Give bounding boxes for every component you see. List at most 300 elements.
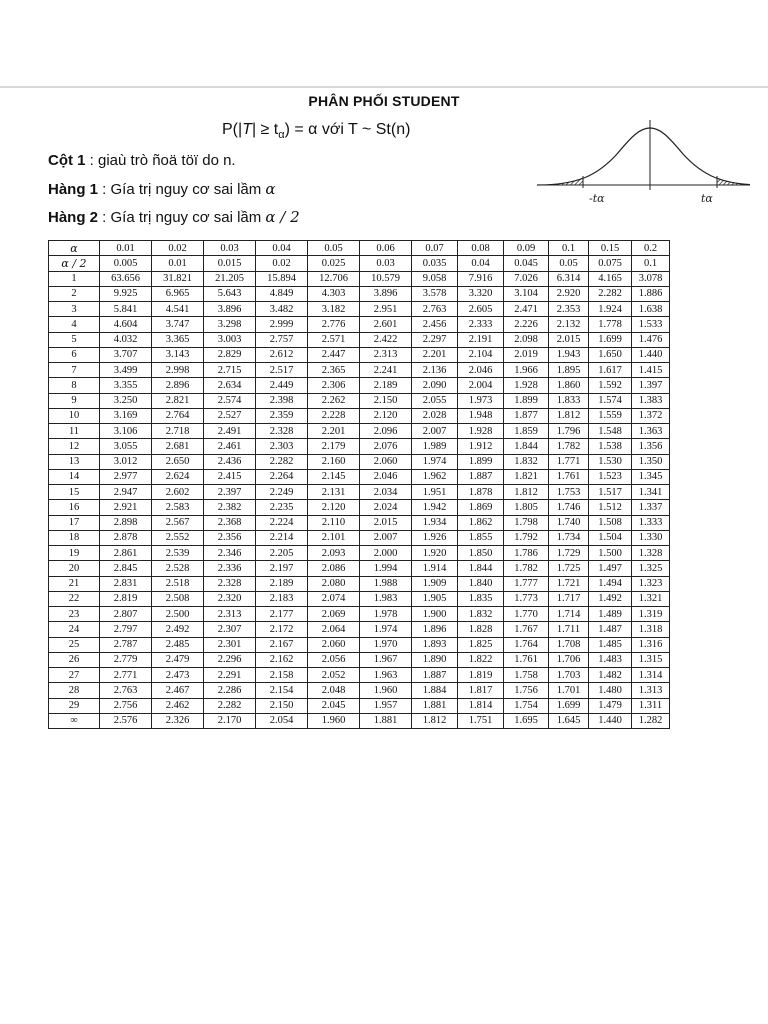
critical-value-cell: 2.447: [308, 347, 360, 362]
critical-value-cell: 2.291: [204, 668, 256, 683]
critical-value-cell: 1.508: [589, 515, 632, 530]
critical-value-cell: 2.977: [100, 469, 152, 484]
critical-value-cell: 2.197: [256, 561, 308, 576]
critical-value-cell: 2.320: [204, 591, 256, 606]
table-row: [49, 500, 670, 515]
critical-value-cell: 1.859: [504, 424, 549, 439]
critical-value-cell: 1.330: [632, 530, 670, 545]
alpha-cell: 0.08: [458, 241, 504, 256]
desc-text-1: : giaù trò ñoä töï do n.: [85, 152, 236, 169]
critical-value-cell: 2.763: [412, 302, 458, 317]
critical-value-cell: 1.928: [504, 378, 549, 393]
critical-value-cell: 1.363: [632, 424, 670, 439]
critical-value-cell: 2.356: [204, 530, 256, 545]
table-row: [49, 332, 670, 347]
critical-value-cell: 5.841: [100, 302, 152, 317]
critical-value-cell: 2.353: [549, 302, 589, 317]
critical-value-cell: 1.494: [589, 576, 632, 591]
critical-value-cell: 1.812: [412, 713, 458, 728]
critical-value-cell: 1.994: [360, 561, 412, 576]
critical-value-cell: 1.869: [458, 500, 504, 515]
critical-value-cell: 4.165: [589, 271, 632, 286]
critical-value-cell: 1.756: [504, 683, 549, 698]
critical-value-cell: 2.456: [412, 317, 458, 332]
table-row: [49, 424, 670, 439]
desc-line-3: [48, 208, 300, 226]
critical-value-cell: 2.567: [152, 515, 204, 530]
critical-value-cell: 2.539: [152, 546, 204, 561]
critical-value-cell: 2.189: [360, 378, 412, 393]
critical-value-cell: 1.893: [412, 637, 458, 652]
critical-value-cell: 1.699: [589, 332, 632, 347]
critical-value-cell: 2.359: [256, 408, 308, 423]
critical-value-cell: 1.805: [504, 500, 549, 515]
critical-value-cell: 4.032: [100, 332, 152, 347]
critical-value-cell: 2.829: [204, 347, 256, 362]
critical-value-cell: 1.708: [549, 637, 589, 652]
critical-value-cell: 2.878: [100, 530, 152, 545]
critical-value-cell: 2.090: [412, 378, 458, 393]
critical-value-cell: 1.345: [632, 469, 670, 484]
bell-curve: [537, 128, 750, 185]
alpha-cell: 0.04: [256, 241, 308, 256]
critical-value-cell: 2.150: [256, 698, 308, 713]
critical-value-cell: 2.333: [458, 317, 504, 332]
table-row: [49, 637, 670, 652]
alpha-cell: 0.01: [100, 241, 152, 256]
critical-value-cell: 1.890: [412, 652, 458, 667]
critical-value-cell: 2.681: [152, 439, 204, 454]
degrees-of-freedom-cell: ∞: [49, 713, 100, 728]
critical-value-cell: 2.046: [360, 469, 412, 484]
critical-value-cell: 2.718: [152, 424, 204, 439]
critical-value-cell: 1.895: [549, 363, 589, 378]
critical-value-cell: 2.485: [152, 637, 204, 652]
critical-value-cell: 1.773: [504, 591, 549, 606]
critical-value-cell: 5.643: [204, 286, 256, 301]
critical-value-cell: 2.160: [308, 454, 360, 469]
alpha-cell: 0.03: [204, 241, 256, 256]
desc-key-3: Hàng 2: [48, 209, 99, 226]
degrees-of-freedom-cell: 17: [49, 515, 100, 530]
critical-value-cell: 2.076: [360, 439, 412, 454]
half-alpha-cell: 0.075: [589, 256, 632, 271]
critical-value-cell: 1.951: [412, 485, 458, 500]
critical-value-cell: 2.807: [100, 607, 152, 622]
critical-value-cell: 1.909: [412, 576, 458, 591]
critical-value-cell: 2.951: [360, 302, 412, 317]
critical-value-cell: 15.894: [256, 271, 308, 286]
critical-value-cell: 1.695: [504, 713, 549, 728]
critical-value-cell: 2.120: [308, 500, 360, 515]
critical-value-cell: 9.925: [100, 286, 152, 301]
critical-value-cell: 1.487: [589, 622, 632, 637]
critical-value-cell: 1.761: [549, 469, 589, 484]
critical-value-cell: 1.711: [549, 622, 589, 637]
top-divider: [0, 86, 768, 88]
critical-value-cell: 2.177: [256, 607, 308, 622]
table-row: [49, 408, 670, 423]
degrees-of-freedom-cell: 13: [49, 454, 100, 469]
critical-value-cell: 1.900: [412, 607, 458, 622]
critical-value-cell: 2.422: [360, 332, 412, 347]
critical-value-cell: 2.162: [256, 652, 308, 667]
degrees-of-freedom-cell: 3: [49, 302, 100, 317]
critical-value-cell: 2.764: [152, 408, 204, 423]
critical-value-cell: 2.763: [100, 683, 152, 698]
critical-value-cell: 1.782: [549, 439, 589, 454]
critical-value-cell: 1.905: [412, 591, 458, 606]
critical-value-cell: 1.321: [632, 591, 670, 606]
critical-value-cell: 1.973: [458, 393, 504, 408]
table-row: [49, 546, 670, 561]
critical-value-cell: 1.533: [632, 317, 670, 332]
critical-value-cell: 1.912: [458, 439, 504, 454]
critical-value-cell: 1.717: [549, 591, 589, 606]
critical-value-cell: 1.701: [549, 683, 589, 698]
critical-value-cell: 2.634: [204, 378, 256, 393]
critical-value-cell: 3.482: [256, 302, 308, 317]
critical-value-cell: 2.179: [308, 439, 360, 454]
critical-value-cell: 3.896: [360, 286, 412, 301]
table-row: [49, 576, 670, 591]
critical-value-cell: 2.624: [152, 469, 204, 484]
critical-value-cell: 1.483: [589, 652, 632, 667]
alpha-cell: 0.2: [632, 241, 670, 256]
critical-value-cell: 2.301: [204, 637, 256, 652]
table-row: [49, 607, 670, 622]
degrees-of-freedom-cell: 18: [49, 530, 100, 545]
critical-value-cell: 2.228: [308, 408, 360, 423]
critical-value-cell: 21.205: [204, 271, 256, 286]
critical-value-cell: 1.825: [458, 637, 504, 652]
critical-value-cell: 2.226: [504, 317, 549, 332]
critical-value-cell: 1.860: [549, 378, 589, 393]
critical-value-cell: 1.887: [412, 668, 458, 683]
critical-value-cell: 1.328: [632, 546, 670, 561]
critical-value-cell: 6.314: [549, 271, 589, 286]
critical-value-cell: 1.746: [549, 500, 589, 515]
critical-value-cell: 1.770: [504, 607, 549, 622]
critical-value-cell: 2.303: [256, 439, 308, 454]
degrees-of-freedom-cell: 12: [49, 439, 100, 454]
critical-value-cell: 1.397: [632, 378, 670, 393]
critical-value-cell: 1.821: [504, 469, 549, 484]
critical-value-cell: 2.415: [204, 469, 256, 484]
critical-value-cell: 1.318: [632, 622, 670, 637]
critical-value-cell: 1.942: [412, 500, 458, 515]
half-alpha-cell: 0.025: [308, 256, 360, 271]
critical-value-cell: 2.461: [204, 439, 256, 454]
degrees-of-freedom-cell: 15: [49, 485, 100, 500]
critical-value-cell: 2.052: [308, 668, 360, 683]
critical-value-cell: 1.828: [458, 622, 504, 637]
critical-value-cell: 1.887: [458, 469, 504, 484]
critical-value-cell: 2.518: [152, 576, 204, 591]
critical-value-cell: 2.282: [204, 698, 256, 713]
critical-value-cell: 2.101: [308, 530, 360, 545]
critical-value-cell: 2.060: [360, 454, 412, 469]
critical-value-cell: 4.604: [100, 317, 152, 332]
critical-value-cell: 3.104: [504, 286, 549, 301]
critical-value-cell: 1.850: [458, 546, 504, 561]
critical-value-cell: 2.602: [152, 485, 204, 500]
table-row: [49, 454, 670, 469]
critical-value-cell: 1.855: [458, 530, 504, 545]
alpha-cell: 0.05: [308, 241, 360, 256]
critical-value-cell: 2.462: [152, 698, 204, 713]
critical-value-cell: 2.612: [256, 347, 308, 362]
critical-value-cell: 2.150: [360, 393, 412, 408]
critical-value-cell: 1.777: [504, 576, 549, 591]
critical-value-cell: 1.350: [632, 454, 670, 469]
table-row: [49, 286, 670, 301]
desc-symbol-2: α: [265, 180, 276, 198]
degrees-of-freedom-cell: 27: [49, 668, 100, 683]
degrees-of-freedom-cell: 9: [49, 393, 100, 408]
table-row: [49, 668, 670, 683]
critical-value-cell: 2.491: [204, 424, 256, 439]
critical-value-cell: 2.715: [204, 363, 256, 378]
formula-subscript: α: [278, 129, 285, 142]
critical-value-cell: 1.383: [632, 393, 670, 408]
degrees-of-freedom-cell: 6: [49, 347, 100, 362]
critical-value-cell: 1.559: [589, 408, 632, 423]
critical-value-cell: 1.311: [632, 698, 670, 713]
critical-value-cell: 3.182: [308, 302, 360, 317]
table-row: [49, 302, 670, 317]
critical-value-cell: 1.725: [549, 561, 589, 576]
critical-value-cell: 4.849: [256, 286, 308, 301]
half-alpha-cell: 0.02: [256, 256, 308, 271]
critical-value-cell: 2.086: [308, 561, 360, 576]
critical-value-cell: 2.605: [458, 302, 504, 317]
table-row: [49, 515, 670, 530]
critical-value-cell: 2.034: [360, 485, 412, 500]
page-title: PHÂN PHỐI STUDENT: [308, 93, 460, 109]
critical-value-cell: 1.792: [504, 530, 549, 545]
table-row: [49, 363, 670, 378]
critical-value-cell: 2.060: [308, 637, 360, 652]
critical-value-cell: 1.282: [632, 713, 670, 728]
critical-value-cell: 2.896: [152, 378, 204, 393]
half-alpha-cell: 0.04: [458, 256, 504, 271]
critical-value-cell: 1.706: [549, 652, 589, 667]
critical-value-cell: 1.960: [360, 683, 412, 698]
critical-value-cell: 2.048: [308, 683, 360, 698]
critical-value-cell: 1.840: [458, 576, 504, 591]
critical-value-cell: 1.638: [632, 302, 670, 317]
table-row: [49, 439, 670, 454]
critical-value-cell: 2.154: [256, 683, 308, 698]
critical-value-cell: 2.508: [152, 591, 204, 606]
critical-value-cell: 1.822: [458, 652, 504, 667]
critical-value-cell: 1.356: [632, 439, 670, 454]
critical-value-cell: 3.298: [204, 317, 256, 332]
critical-value-cell: 2.998: [152, 363, 204, 378]
alpha-cell: 0.1: [549, 241, 589, 256]
critical-value-cell: 2.131: [308, 485, 360, 500]
critical-value-cell: 2.110: [308, 515, 360, 530]
critical-value-cell: 1.372: [632, 408, 670, 423]
critical-value-cell: 2.920: [549, 286, 589, 301]
critical-value-cell: 1.948: [458, 408, 504, 423]
critical-value-cell: 2.921: [100, 500, 152, 515]
degrees-of-freedom-cell: 26: [49, 652, 100, 667]
critical-value-cell: 2.947: [100, 485, 152, 500]
critical-value-cell: 2.158: [256, 668, 308, 683]
critical-value-cell: 1.645: [549, 713, 589, 728]
critical-value-cell: 2.336: [204, 561, 256, 576]
critical-value-cell: 1.650: [589, 347, 632, 362]
critical-value-cell: 1.978: [360, 607, 412, 622]
critical-value-cell: 12.706: [308, 271, 360, 286]
critical-value-cell: 2.191: [458, 332, 504, 347]
critical-value-cell: 3.707: [100, 347, 152, 362]
critical-value-cell: 2.249: [256, 485, 308, 500]
critical-value-cell: 1.485: [589, 637, 632, 652]
degrees-of-freedom-cell: 20: [49, 561, 100, 576]
critical-value-cell: 1.315: [632, 652, 670, 667]
degrees-of-freedom-cell: 29: [49, 698, 100, 713]
half-alpha-cell: 0.1: [632, 256, 670, 271]
critical-value-cell: 1.957: [360, 698, 412, 713]
critical-value-cell: 2.235: [256, 500, 308, 515]
formula-T: T: [242, 121, 252, 138]
critical-value-cell: 2.831: [100, 576, 152, 591]
critical-value-cell: 2.307: [204, 622, 256, 637]
critical-value-cell: 1.896: [412, 622, 458, 637]
critical-value-cell: 1.699: [549, 698, 589, 713]
critical-value-cell: 3.169: [100, 408, 152, 423]
table-row: [49, 713, 670, 728]
critical-value-cell: 31.821: [152, 271, 204, 286]
critical-value-cell: 2.167: [256, 637, 308, 652]
table-row: [49, 561, 670, 576]
critical-value-cell: 2.492: [152, 622, 204, 637]
critical-value-cell: 2.224: [256, 515, 308, 530]
critical-value-cell: 1.492: [589, 591, 632, 606]
table-row: [49, 393, 670, 408]
degrees-of-freedom-cell: 5: [49, 332, 100, 347]
degrees-of-freedom-cell: 19: [49, 546, 100, 561]
critical-value-cell: 1.881: [360, 713, 412, 728]
critical-value-cell: 2.382: [204, 500, 256, 515]
critical-value-cell: 2.189: [256, 576, 308, 591]
critical-value-cell: 3.250: [100, 393, 152, 408]
degrees-of-freedom-cell: 2: [49, 286, 100, 301]
critical-value-cell: 2.346: [204, 546, 256, 561]
critical-value-cell: 2.098: [504, 332, 549, 347]
critical-value-cell: 7.026: [504, 271, 549, 286]
table-row: [49, 347, 670, 362]
table-row: [49, 485, 670, 500]
critical-value-cell: 1.729: [549, 546, 589, 561]
critical-value-cell: 3.143: [152, 347, 204, 362]
critical-value-cell: 2.074: [308, 591, 360, 606]
table-row: [49, 591, 670, 606]
degrees-of-freedom-cell: 8: [49, 378, 100, 393]
critical-value-cell: 1.489: [589, 607, 632, 622]
critical-value-cell: 3.355: [100, 378, 152, 393]
half-alpha-row: [49, 256, 670, 271]
critical-value-cell: 1.899: [458, 454, 504, 469]
critical-value-cell: 1.751: [458, 713, 504, 728]
critical-value-cell: 2.845: [100, 561, 152, 576]
table-row: [49, 652, 670, 667]
critical-value-cell: 2.183: [256, 591, 308, 606]
table-row: [49, 698, 670, 713]
critical-value-cell: 1.740: [549, 515, 589, 530]
critical-value-cell: 1.960: [308, 713, 360, 728]
critical-value-cell: 2.479: [152, 652, 204, 667]
critical-value-cell: 2.007: [360, 530, 412, 545]
critical-value-cell: 1.337: [632, 500, 670, 515]
critical-value-cell: 1.966: [504, 363, 549, 378]
critical-value-cell: 2.046: [458, 363, 504, 378]
critical-value-cell: 3.078: [632, 271, 670, 286]
critical-value-cell: 2.313: [360, 347, 412, 362]
desc-key-2: Hàng 1: [48, 181, 99, 198]
critical-value-cell: 1.812: [504, 485, 549, 500]
critical-value-cell: 2.297: [412, 332, 458, 347]
critical-value-cell: 2.296: [204, 652, 256, 667]
critical-value-cell: 3.365: [152, 332, 204, 347]
critical-value-cell: 2.528: [152, 561, 204, 576]
degrees-of-freedom-cell: 21: [49, 576, 100, 591]
critical-value-cell: 1.928: [458, 424, 504, 439]
degrees-of-freedom-cell: 28: [49, 683, 100, 698]
critical-value-cell: 2.241: [360, 363, 412, 378]
degrees-of-freedom-cell: 4: [49, 317, 100, 332]
critical-value-cell: 2.019: [504, 347, 549, 362]
critical-value-cell: 1.617: [589, 363, 632, 378]
critical-value-cell: 1.497: [589, 561, 632, 576]
critical-value-cell: 1.703: [549, 668, 589, 683]
critical-value-cell: 2.756: [100, 698, 152, 713]
critical-value-cell: 2.527: [204, 408, 256, 423]
critical-value-cell: 1.333: [632, 515, 670, 530]
critical-value-cell: 1.926: [412, 530, 458, 545]
critical-value-cell: 1.512: [589, 500, 632, 515]
critical-value-cell: 1.934: [412, 515, 458, 530]
critical-value-cell: 2.328: [204, 576, 256, 591]
critical-value-cell: 1.734: [549, 530, 589, 545]
half-alpha-cell: 0.01: [152, 256, 204, 271]
degrees-of-freedom-cell: 24: [49, 622, 100, 637]
degrees-of-freedom-cell: 23: [49, 607, 100, 622]
critical-value-cell: 1.714: [549, 607, 589, 622]
critical-value-cell: 1.920: [412, 546, 458, 561]
critical-value-cell: 2.326: [152, 713, 204, 728]
critical-value-cell: 2.120: [360, 408, 412, 423]
degrees-of-freedom-cell: 16: [49, 500, 100, 515]
critical-value-cell: 1.341: [632, 485, 670, 500]
critical-value-cell: 2.368: [204, 515, 256, 530]
degrees-of-freedom-cell: 10: [49, 408, 100, 423]
critical-value-cell: 1.504: [589, 530, 632, 545]
critical-value-cell: 1.415: [632, 363, 670, 378]
critical-value-cell: 1.761: [504, 652, 549, 667]
critical-value-cell: 1.796: [549, 424, 589, 439]
critical-value-cell: 1.812: [549, 408, 589, 423]
critical-value-cell: 2.264: [256, 469, 308, 484]
critical-value-cell: 1.782: [504, 561, 549, 576]
critical-value-cell: 2.771: [100, 668, 152, 683]
alpha-row: [49, 241, 670, 256]
critical-value-cell: 1.476: [632, 332, 670, 347]
critical-value-cell: 1.574: [589, 393, 632, 408]
